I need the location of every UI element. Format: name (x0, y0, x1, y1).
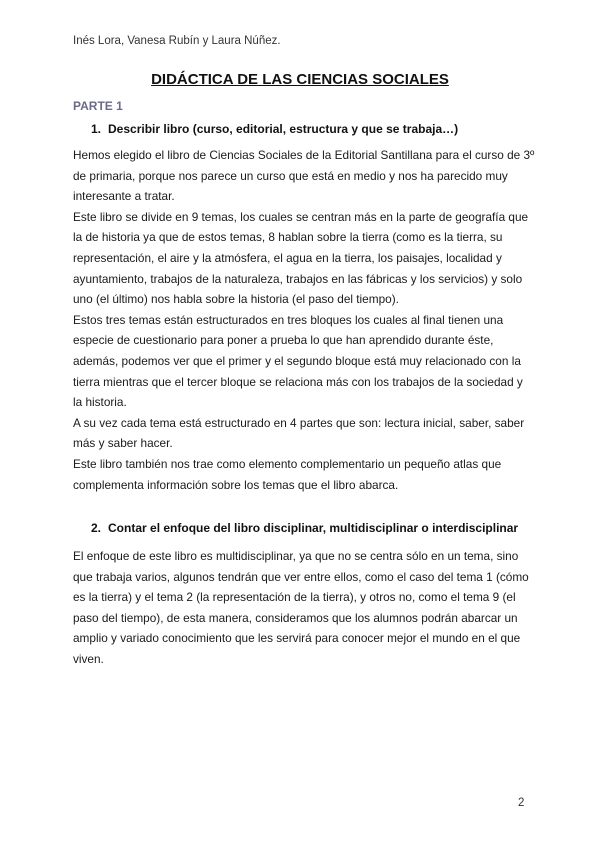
section-2-paragraph-1: El enfoque de este libro es multidisciplinar, ya que no se centra sólo en un tema, sino que trabaja varios, algunos tendrán que ver entre ellos, como el caso del tema 1 (cómo es la tierra) y el tema 2 (la representación de la tierra), y otros no, como el tema 9 (el paso del tiempo), de esta manera, consideramos que los alumnos podrán abarcar un amplio y variado conocimiento que les servirá para conocer mejor el mundo en el que viven. (73, 549, 529, 666)
section-2-heading (91, 521, 518, 535)
section-2-heading-text: Contar el enfoque del libro disciplinar, multidisciplinar o interdisciplinar (108, 521, 519, 535)
part-label: PARTE 1 (73, 99, 123, 113)
section-2-number: 2. (91, 521, 102, 535)
document-title: DIDÁCTICA DE LAS CIENCIAS SOCIALES (151, 71, 449, 88)
section-1-paragraph-1: Hemos elegido el libro de Ciencias Sociales de la Editorial Santillana para el curso de 3º de primaria, porque nos parece un curso que está en medio y nos ha parecido muy interesante a tratar. (73, 148, 535, 204)
section-1-number: 1. (91, 122, 102, 136)
section-2-body (73, 546, 535, 670)
page-header-authors: Inés Lora, Vanesa Rubín y Laura Núñez. (73, 35, 281, 47)
section-1-heading-text: Describir libro (curso, editorial, estructura y que se trabaja…) (108, 122, 459, 136)
section-1-body (73, 145, 535, 495)
section-1-paragraph-2: Este libro se divide en 9 temas, los cuales se centran más en la parte de geografía que la de historia ya que de estos temas, 8 hablan sobre la tierra (como es la tierra, su representación, el aire y la atmósfera, el agua en la tierra, los paisajes, localidad y ayuntamiento, trabajos de la naturaleza, trabajos en las fábricas y los servicios) y solo uno (el último) nos habla sobre la historia (el paso del tiempo). (73, 209, 529, 307)
section-1-paragraph-3: Estos tres temas están estructurados en tres bloques los cuales al final tienen una especie de cuestionario para poner a prueba lo que han aprendido durante éste, además, podemos ver que el primer y el segundo bloque está muy relacionado con la tierra mientras que el tercer bloque se relaciona más con los trabajos de la sociedad y la historia. (73, 312, 523, 410)
page-number: 2 (518, 797, 525, 809)
section-1-paragraph-5: Este libro también nos trae como elemento complementario un pequeño atlas que complementa información sobre los temas que el libro abarca. (73, 456, 502, 492)
section-1-heading (91, 122, 458, 136)
section-1-paragraph-4: A su vez cada tema está estructurado en 4 partes que son: lectura inicial, saber, saber más y saber hacer. (73, 415, 525, 451)
